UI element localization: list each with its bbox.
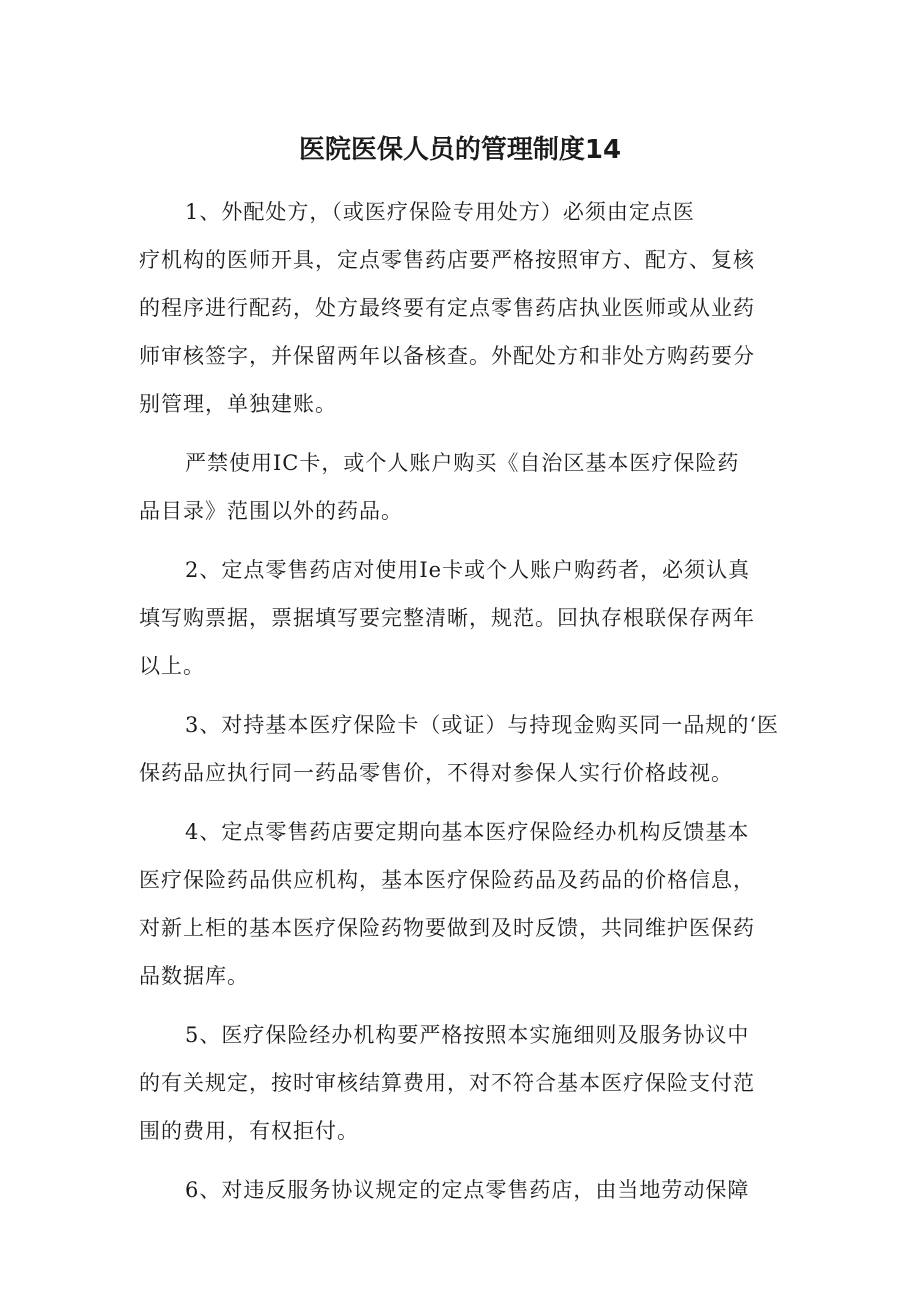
text-line: 6、对违反服务协议规定的定点零售药店，由当地劳动保障 bbox=[185, 1178, 750, 1202]
text-line: 医疗保险药品供应机构，基本医疗保险药品及药品的价格信息， bbox=[139, 868, 755, 892]
paragraph-2 bbox=[139, 439, 784, 535]
text-line: 品数据库。 bbox=[139, 964, 249, 988]
text-line: 师审核签字，并保留两年以备核查。外配处方和非处方购药要分 bbox=[139, 344, 755, 368]
text-line: 的程序进行配药，处方最终要有定点零售药店执业医师或从业药 bbox=[139, 296, 755, 320]
document-body bbox=[139, 188, 784, 1225]
paragraph-5 bbox=[139, 808, 784, 1000]
text-line: 1、外配处方，（或医疗保险专用处方）必须由定点医 bbox=[185, 200, 695, 224]
text-line: 2、定点零售药店对使用Ie卡或个人账户购药者，必须认真 bbox=[185, 558, 751, 582]
text-line: 保药品应执行同一药品零售价，不得对参保人实行价格歧视。 bbox=[139, 761, 733, 785]
page-title: 医院医保人员的管理制度14 bbox=[298, 135, 622, 165]
text-line: 填写购票据，票据填写要完整清晰，规范。回执存根联保存两年 bbox=[139, 606, 755, 630]
text-line: 围的费用，有权拒付。 bbox=[139, 1119, 359, 1143]
text-line: 的有关规定，按时审核结算费用，对不符合基本医疗保险支付范 bbox=[139, 1071, 755, 1095]
text-line: 5、医疗保险经办机构要严格按照本实施细则及服务协议中 bbox=[185, 1023, 750, 1047]
paragraph-6 bbox=[139, 1011, 784, 1155]
text-line: 以上。 bbox=[139, 654, 205, 678]
paragraph-1 bbox=[139, 188, 784, 428]
text-line: 4、定点零售药店要定期向基本医疗保险经办机构反馈基本 bbox=[185, 820, 750, 844]
text-line: 品目录》范围以外的药品。 bbox=[139, 499, 403, 523]
paragraph-7 bbox=[139, 1166, 784, 1214]
text-line: 3、对持基本医疗保险卡（或证）与持现金购买同一品规的‘医 bbox=[185, 713, 780, 737]
text-line: 疗机构的医师开具，定点零售药店要严格按照审方、配方、复核 bbox=[139, 248, 755, 272]
text-line: 严禁使用IC卡，或个人账户购买《自治区基本医疗保险药 bbox=[185, 451, 740, 475]
paragraph-3 bbox=[139, 546, 784, 690]
text-line: 别管理，单独建账。 bbox=[139, 392, 337, 416]
text-line: 对新上柜的基本医疗保险药物要做到及时反馈，共同维护医保药 bbox=[139, 916, 755, 940]
paragraph-4 bbox=[139, 701, 784, 797]
